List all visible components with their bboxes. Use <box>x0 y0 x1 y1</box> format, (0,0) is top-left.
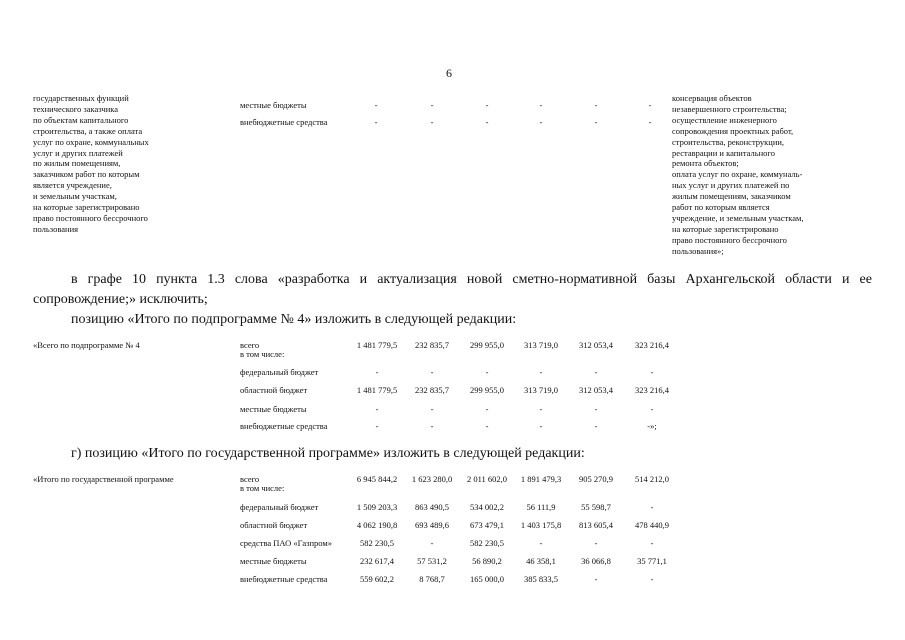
row-value: 313 719,0 <box>524 340 558 350</box>
row-value: - <box>485 100 489 110</box>
row-value: 55 598,7 <box>581 502 611 512</box>
row-value: 1 891 479,3 <box>520 474 562 484</box>
description-line: по жилым помещениям, <box>33 158 121 169</box>
row-label: средства ПАО «Газпром» <box>240 538 333 548</box>
row-value: - <box>594 117 598 127</box>
description-line: реставрации и капитального <box>672 147 775 158</box>
row-value: 673 479,1 <box>470 520 504 530</box>
row-value: 56 111,9 <box>526 502 556 512</box>
row-value: - <box>374 117 378 127</box>
description-line: заказчиком работ по которым <box>33 169 140 180</box>
description-line: сопровождения проектных работ, <box>672 125 794 136</box>
row-value: 57 531,2 <box>417 556 447 566</box>
row-value: 6 945 844,2 <box>356 474 398 484</box>
description-line: и земельным участкам, <box>33 191 117 202</box>
row-label: местные бюджеты <box>240 556 307 566</box>
row-value: - <box>594 538 598 548</box>
description-line: услуг и других платежей <box>33 147 123 158</box>
description-line: консервация объектов <box>672 93 752 103</box>
row-label: внебюджетные средства <box>240 574 328 584</box>
row-value: - <box>594 421 598 431</box>
row-value: 299 955,0 <box>470 340 504 350</box>
description-line: осуществление инженерного <box>672 114 777 125</box>
paragraph-1-line-1: в графе 10 пункта 1.3 слова «разработка и актуализация новой сметно-нормативной базы Архангельской области и ее <box>71 272 872 287</box>
row-value: 165 000,0 <box>470 574 504 584</box>
row-value: 299 955,0 <box>470 385 504 395</box>
row-value: - <box>594 367 598 377</box>
row-label: федеральный бюджет <box>240 502 319 512</box>
row-label: всего <box>240 474 260 484</box>
row-value: - <box>485 367 489 377</box>
row-value: - <box>430 367 434 377</box>
row-value: 232 617,4 <box>360 556 394 566</box>
row-value: 534 002,2 <box>470 502 504 512</box>
subprogram4-title: «Всего по подпрограмме № 4 <box>33 340 140 350</box>
row-value: - <box>430 421 434 431</box>
description-line: на которые зарегистрировано <box>33 202 140 213</box>
row-sublabel: в том числе: <box>240 483 285 493</box>
row-value: 46 358,1 <box>526 556 556 566</box>
page-number: 6 <box>446 66 452 80</box>
state-program-title: «Итого по государственной программе <box>33 474 174 484</box>
row-value: 478 440,9 <box>635 520 669 530</box>
description-line: ремонта объектов; <box>672 158 739 169</box>
row-value: 313 719,0 <box>524 385 558 395</box>
row-label: областной бюджет <box>240 385 308 395</box>
row-value: 56 890,2 <box>472 556 502 566</box>
row-value: - <box>485 117 489 127</box>
row-value: - <box>650 367 654 377</box>
row-value: 1 481 779,5 <box>356 385 398 395</box>
row-value: 8 768,7 <box>419 574 445 584</box>
description-line: является учреждение, <box>33 180 112 191</box>
row-value: 323 216,4 <box>635 340 669 350</box>
row-value: - <box>650 574 654 584</box>
description-line: пользования <box>33 223 79 234</box>
row-value: 514 212,0 <box>635 474 669 484</box>
row-value: 232 835,7 <box>415 385 449 395</box>
description-line: право постоянного бессрочного <box>672 234 787 245</box>
row-value: - <box>375 367 379 377</box>
row-value: - <box>430 100 434 110</box>
row-label: федеральный бюджет <box>240 367 319 377</box>
row-value: 905 270,9 <box>579 474 613 484</box>
description-line: строительства, а также оплата <box>33 125 143 136</box>
description-line: по объектам капитального <box>33 114 129 125</box>
row-value: 1 509 203,3 <box>356 502 398 512</box>
description-line: на которые зарегистрировано <box>672 223 779 234</box>
row-value: 1 403 175,8 <box>520 520 562 530</box>
row-value: - <box>375 421 379 431</box>
row-value: - <box>539 421 543 431</box>
row-value: 863 490,5 <box>415 502 449 512</box>
row-label: областной бюджет <box>240 520 308 530</box>
row-value: 385 833,5 <box>524 574 558 584</box>
row-label: местные бюджеты <box>240 100 307 110</box>
row-value: - <box>374 100 378 110</box>
paragraph-2: позицию «Итого по подпрограмме № 4» изложить в следующей редакции: <box>71 312 517 327</box>
paragraph-3: г) позицию «Итого по государственной программе» изложить в следующей редакции: <box>71 446 585 461</box>
row-label: всего <box>240 340 260 350</box>
description-line: оплата услуг по охране, коммуналь- <box>672 169 803 180</box>
row-value: - <box>539 538 543 548</box>
row-value: 4 062 190,8 <box>356 520 398 530</box>
row-label: местные бюджеты <box>240 404 307 414</box>
row-value: 36 066,8 <box>581 556 611 566</box>
row-value: - <box>430 117 434 127</box>
row-value: - <box>485 404 489 414</box>
row-sublabel: в том числе: <box>240 349 285 359</box>
description-line: ных услуг и других платежей по <box>672 180 790 191</box>
row-value: 1 623 280,0 <box>411 474 453 484</box>
description-line: пользования»; <box>672 245 724 256</box>
description-line: строительства, реконструкции, <box>672 136 785 147</box>
row-value: 559 602,2 <box>360 574 394 584</box>
row-value: - <box>648 117 652 127</box>
row-value: 693 489,6 <box>415 520 449 530</box>
row-value: 1 481 779,5 <box>356 340 398 350</box>
row-value: - <box>594 574 598 584</box>
description-line: право постоянного бессрочного <box>33 212 148 223</box>
row-value: 813 605,4 <box>579 520 613 530</box>
description-line: услуг по охране, коммунальных <box>33 136 149 147</box>
description-line: государственных функций <box>33 93 129 103</box>
description-line: жилым помещениям, заказчиком <box>672 191 791 202</box>
row-value: 35 771,1 <box>637 556 667 566</box>
continued-left-description <box>33 93 149 235</box>
row-value: 323 216,4 <box>635 385 669 395</box>
row-value: - <box>539 367 543 377</box>
row-value: - <box>594 404 598 414</box>
row-value: - <box>430 538 434 548</box>
description-line: незавершенного строительства; <box>672 103 787 114</box>
row-value: - <box>539 117 543 127</box>
row-value: - <box>594 100 598 110</box>
row-value: - <box>539 100 543 110</box>
row-value: - <box>485 421 489 431</box>
row-value: -»; <box>647 421 657 431</box>
row-value: - <box>650 502 654 512</box>
description-line: работ по которым является <box>672 202 770 213</box>
row-value: 232 835,7 <box>415 340 449 350</box>
row-value: 312 053,4 <box>579 385 613 395</box>
row-value: - <box>430 404 434 414</box>
paragraph-1-line-2: сопровождение;» исключить; <box>33 292 208 307</box>
row-value: 582 230,5 <box>360 538 394 548</box>
row-value: 582 230,5 <box>470 538 504 548</box>
row-value: - <box>539 404 543 414</box>
row-label: внебюджетные средства <box>240 421 328 431</box>
description-line: технического заказчика <box>33 103 119 114</box>
row-value: - <box>650 404 654 414</box>
row-value: 2 011 602,0 <box>466 474 508 484</box>
row-value: - <box>650 538 654 548</box>
row-label: внебюджетные средства <box>240 117 328 127</box>
row-value: - <box>648 100 652 110</box>
description-line: учреждение, и земельным участкам, <box>672 212 804 223</box>
row-value: 312 053,4 <box>579 340 613 350</box>
continued-right-description <box>672 93 804 257</box>
row-value: - <box>375 404 379 414</box>
